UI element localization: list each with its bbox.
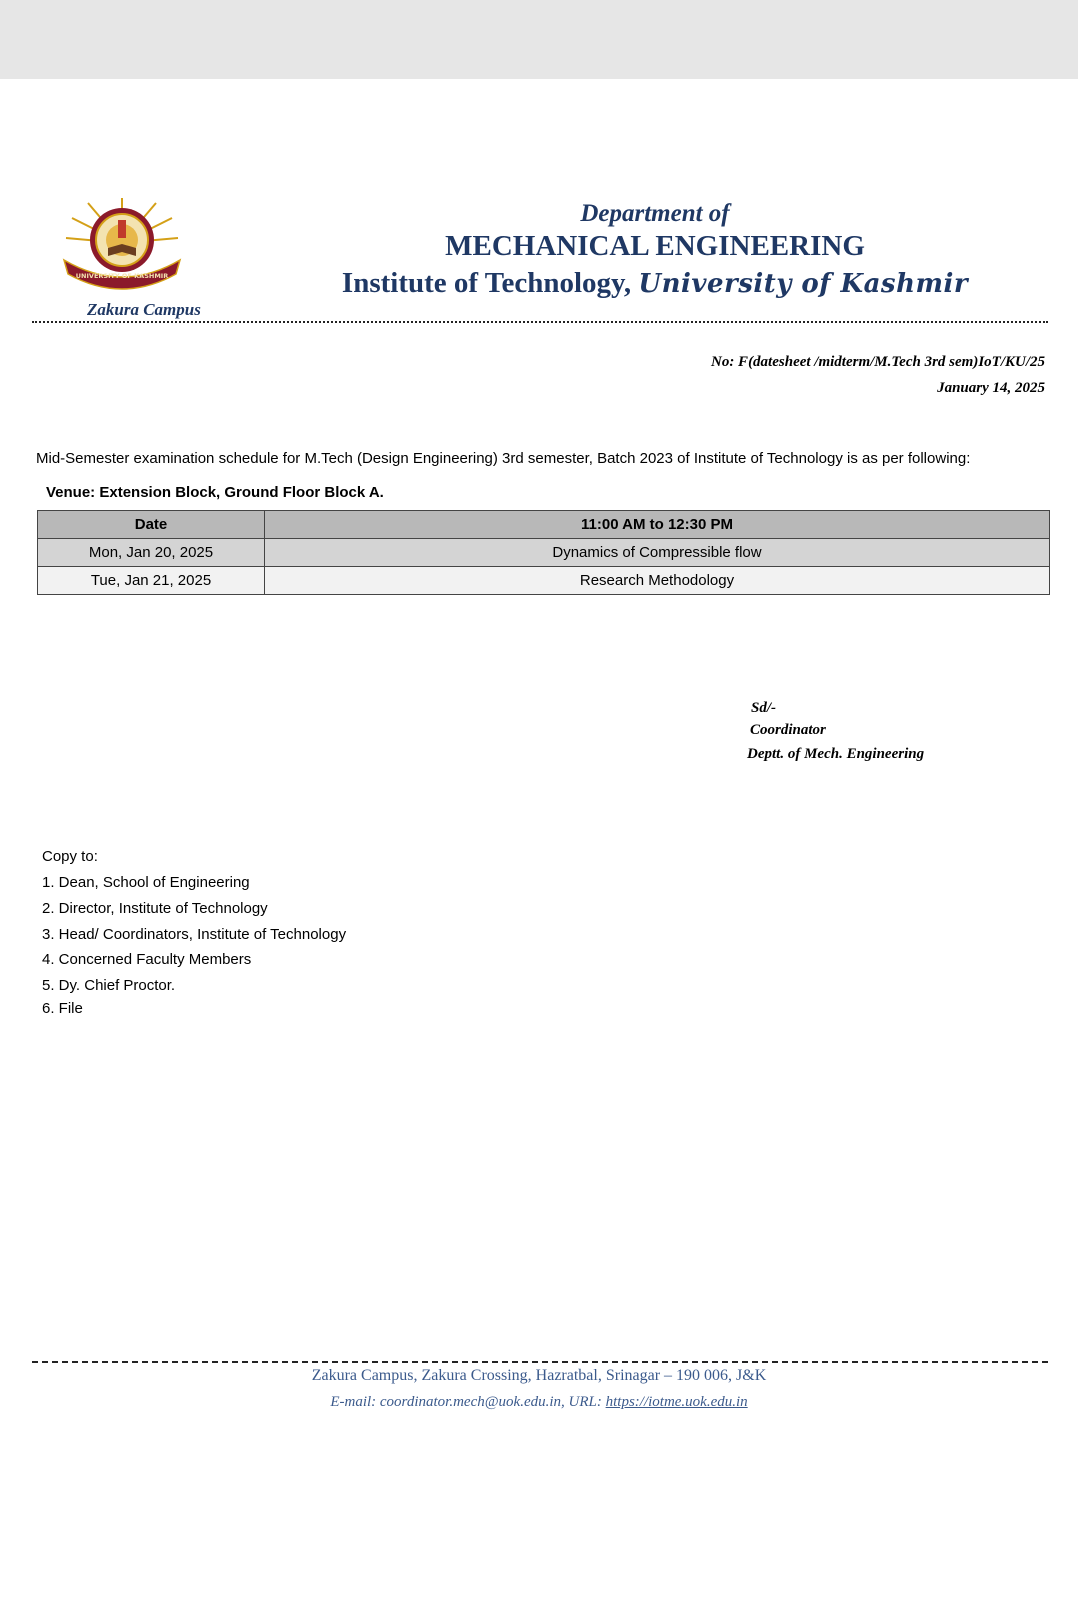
intro-paragraph: Mid-Semester examination schedule for M.Tech (Design Engineering) 3rd semester, Batch 2023 of Institute of Technology is as per following:: [36, 450, 971, 467]
logo-banner-text: UNIVERSITY OF KASHMIR: [75, 272, 169, 280]
list-item: 3. Head/ Coordinators, Institute of Technology: [42, 926, 347, 943]
list-item: 5. Dy. Chief Proctor.: [42, 977, 176, 994]
footer-url-link[interactable]: https://iotme.uok.edu.in: [605, 1394, 748, 1410]
list-item: 4. Concerned Faculty Members: [42, 951, 252, 968]
footer-address: Zakura Campus, Zakura Crossing, Hazratbal, Srinagar – 190 006, J&K: [311, 1367, 767, 1384]
exam-schedule-table: [37, 510, 1050, 595]
viewer-top-bar: [0, 0, 1078, 79]
row-subject: Dynamics of Compressible flow: [265, 539, 1050, 567]
university-name: University of Kashmir: [638, 269, 969, 299]
venue-line: Venue: Extension Block, Ground Floor Block A.: [46, 484, 384, 501]
department-name: MECHANICAL ENGINEERING: [445, 230, 865, 262]
department-heading: Department of: [580, 200, 730, 227]
list-item: 1. Dean, School of Engineering: [42, 874, 250, 891]
institute-name: [330, 267, 980, 300]
reference-date: January 14, 2025: [937, 380, 1045, 396]
header-date: Date: [38, 511, 265, 539]
copy-to-label: Copy to:: [42, 848, 98, 865]
list-item: 6. File: [42, 1000, 83, 1017]
table-row: [38, 567, 1050, 595]
row-subject: Research Methodology: [265, 567, 1050, 595]
signature-sd: Sd/-: [751, 700, 777, 716]
header-divider: [32, 321, 1048, 323]
institute-prefix: Institute of Technology,: [341, 267, 639, 299]
footer-contact: [0, 1394, 1078, 1411]
university-seal-logo: [58, 198, 186, 290]
signature-department: Deptt. of Mech. Engineering: [747, 746, 925, 762]
reference-number: No: F(datesheet /midterm/M.Tech 3rd sem)IoT/KU/25: [710, 354, 1045, 370]
list-item: 2. Director, Institute of Technology: [42, 900, 268, 917]
header-timeslot: 11:00 AM to 12:30 PM: [265, 511, 1050, 539]
table-row: [38, 539, 1050, 567]
footer-divider: [32, 1361, 1048, 1363]
row-date: Tue, Jan 21, 2025: [38, 567, 265, 595]
table-header-row: [38, 511, 1050, 539]
signature-title: Coordinator: [750, 722, 826, 738]
row-date: Mon, Jan 20, 2025: [38, 539, 265, 567]
footer-email: E-mail: coordinator.mech@uok.edu.in, URL:: [330, 1394, 606, 1410]
campus-label: Zakura Campus: [87, 300, 201, 319]
